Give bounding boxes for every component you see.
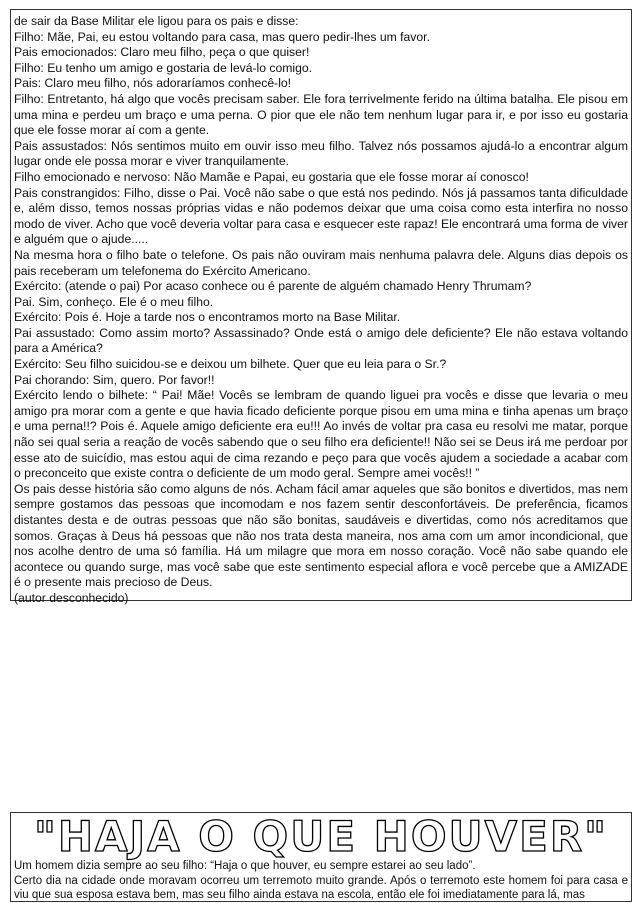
story-paragraph: Filho emocionado e nervoso: Não Mamãe e Papai, eu gostaria que ele fosse morar aí conosco! bbox=[14, 169, 529, 184]
story-paragraph: Os pais desse história são como alguns de nós. Acham fácil amar aqueles que são bonitos e divertidos, mas nem sempre gostamos das pessoas que incomodam e nos fazem sentir desconfortáveis. De preferência, ficamos distantes desta e de outras pessoas que não são bonitas, saudáveis e divertidas, como nós acreditamos que somos. Graças à Deus há pessoas que não nos trata desta maneira, nos ama com um amor incondicional, que nos acolhe dentro de uma só família. Há um milagre que mora em nosso coração. Você não sabe quando ele acontece ou quando surge, mas você sabe que este sentimento especial aflora e você percebe que a AMIZADE é o presente mais precioso de Deus. bbox=[14, 481, 628, 590]
story-paragraph: Pais emocionados: Claro meu filho, peça o que quiser! bbox=[14, 45, 310, 60]
story-paragraph: Pais constrangidos: Filho, disse o Pai. Você não sabe o que está nos pedindo. Nós já passamos tanta dificuldade e, além disso, temos nossas próprias vidas e não podemos deixar que uma coisa como esta interfira no nosso modo de viver. Acho que você deveria voltar para casa e esquecer este rapaz! Ele encontrará uma forma de viver e alguém que o ajude..... bbox=[14, 185, 628, 247]
story-paragraph: Exército: Seu filho suicidou-se e deixou um bilhete. Quer que eu leia para o Sr.? bbox=[14, 357, 447, 372]
story-paragraph: Pai chorando: Sim, quero. Por favor!! bbox=[14, 372, 215, 387]
story-paragraph: Na mesma hora o filho bate o telefone. Os pais não ouviram mais nenhuma palavra dele. Alguns dias depois os pais receberam um telefonema do Exército Americano. bbox=[14, 247, 628, 278]
story-paragraph: de sair da Base Militar ele ligou para os pais e disse: bbox=[14, 14, 299, 28]
story-paragraph: Exército: (atende o pai) Por acaso conhece ou é parente de alguém chamado Henry Thrumam? bbox=[14, 279, 532, 294]
next-story-paragraph: Certo dia na cidade onde moravam ocorreu um terremoto muito grande. Após o terremoto este homem foi para casa e viu que sua esposa estava bem, mas seu filho ainda estava na escola, então ele foi imediatamente para lá, mas bbox=[14, 874, 628, 901]
author-credit: (autor desconhecido) bbox=[14, 590, 129, 605]
next-story-box bbox=[10, 812, 632, 902]
story-paragraph: Pai assustado: Como assim morto? Assassinado? Onde está o amigo dele deficiente? Ele não estava voltando para a América? bbox=[14, 325, 628, 356]
story-paragraph: Exército: Pois é. Hoje a tarde nos o encontramos morto na Base Militar. bbox=[14, 310, 401, 325]
story-paragraph: Filho: Eu tenho um amigo e gostaria de levá-lo comigo. bbox=[14, 60, 313, 75]
story-paragraph: Filho: Mãe, Pai, eu estou voltando para casa, mas quero pedir-lhes um favor. bbox=[14, 29, 430, 44]
story-paragraph: Pais assustados: Nós sentimos muito em ouvir isso meu filho. Talvez nós possamos ajudá-lo a encontrar algum lugar onde ele possa morar e viver tranquilamente. bbox=[14, 138, 628, 169]
next-story-paragraph: Um homem dizia sempre ao seu filho: “Haja o que houver, eu sempre estarei ao seu lado”. bbox=[14, 860, 476, 872]
story-paragraph: Exército lendo o bilhete: “ Pai! Mãe! Vocês se lembram de quando liguei pra vocês e disse que levaria o meu amigo pra morar com a gente e que havia ficado deficiente porque pisou em uma mina e tinha apenas um braço e uma perna!!? Pois é. Aquele amigo deficiente era eu!!! Ao invés de voltar pra casa eu resolvi me matar, porque não sei qual seria a reação de vocês sabendo que o seu filho era deficiente!! Não sei se Deus irá me perdoar por esse ato de suicídio, mas estou aqui de cima rezando e peço para que vocês ajudem a sociedade a acabar com o preconceito que existe contra o deficiente de um modo geral. Sempre amei vocês!! ” bbox=[14, 388, 628, 481]
story-text-box bbox=[10, 9, 632, 605]
story-paragraph: Filho: Entretanto, há algo que vocês precisam saber. Ele fora terrivelmente ferido na última batalha. Ele pisou em uma mina e perdeu um braço e uma perna. O pior que ele não tem nenhum lugar para ir, e por isso eu gostaria que ele fosse morar aí com a gente. bbox=[14, 91, 628, 138]
story-paragraph: Pais: Claro meu filho, nós adoraríamos conhecê-lo! bbox=[14, 76, 292, 91]
next-story-title: "HAJA O QUE HOUVER" bbox=[33, 812, 609, 861]
story-paragraph: Pai. Sim, conheço. Ele é o meu filho. bbox=[14, 294, 214, 309]
